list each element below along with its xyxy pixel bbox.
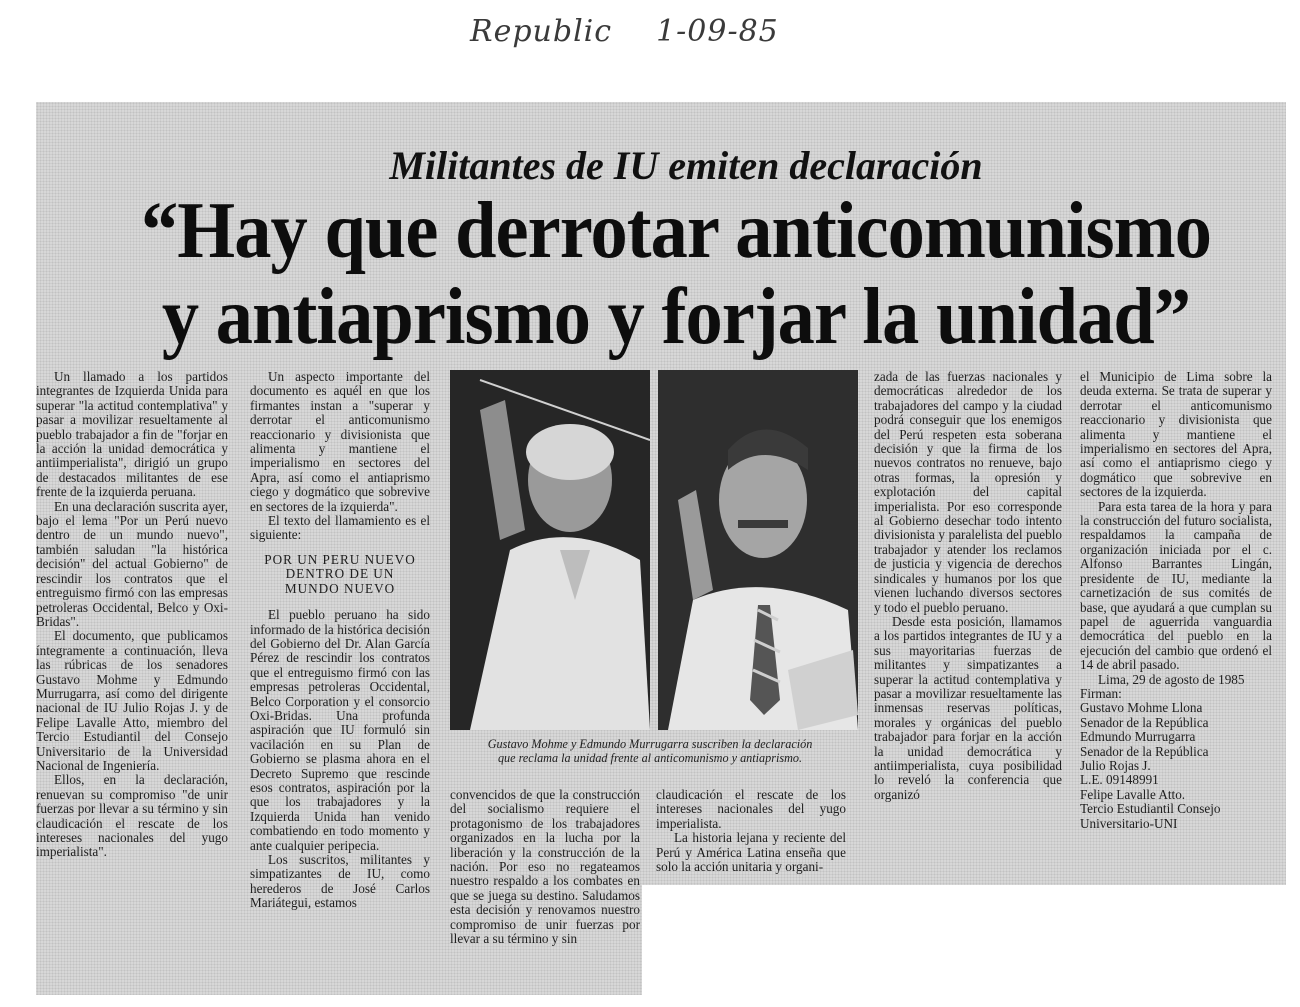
signoff-line: Felipe Lavalle Atto.	[1080, 786, 1186, 802]
subheading-line: DENTRO DE UN	[285, 566, 395, 582]
paragraph: Para esta tarea de la hora y para la construcción del futuro socialista, respaldamos la campaña de organización iniciada por el c. Alfonso Barrantes Lingán, presidente de IU, mediante la carnetización de sus comités de base, que ayudará a que cumplan su papel de aguerrida vanguardia democrática del pueblo en la ejecución del cambio que ordenó el 14 de abril pasado.	[1080, 498, 1272, 673]
article-column-1	[36, 370, 228, 860]
subheading-line: MUNDO NUEVO	[284, 580, 396, 596]
caption-line: que reclama la unidad frente al anticomunismo y antiaprismo.	[497, 751, 803, 765]
article-column-2	[250, 370, 430, 911]
paragraph: Un llamado a los partidos integrantes de Izquierda Unida para superar "la actitud contemplativa" y pasar a movilizar resueltamente al pueblo trabajador a fin de "forjar en la acción la unidad democrática y antiimperialista", dirigió un grupo de destacados militantes de ese frente de la izquierda peruana.	[36, 369, 228, 500]
paragraph: convencidos de que la construcción del socialismo requiere el protagonismo de los trabajadores organizados en la lucha por la liberación y la construcción de la nación. Por eso no regateamos nuestro respaldo a los combates en que se juega su destino. Saludamos esta decisión y renovamos nuestro compromiso de unir fuerzas por llevar a su término y sin	[450, 787, 640, 947]
signoff-line: Senador de la República	[1080, 714, 1209, 730]
article-headline	[127, 188, 1224, 360]
caption-line: Gustavo Mohme y Edmundo Murrugarra suscriben la declaración	[487, 737, 813, 751]
signoff-line: Firman:	[1080, 685, 1122, 701]
signoff-line: Universitario-UNI	[1080, 815, 1178, 831]
paper-background	[642, 885, 1286, 995]
paragraph: el Municipio de Lima sobre la deuda externa. Se trata de superar y derrotar el anticomunismo reaccionario y divisionista que alimenta y mantiene el imperialismo en sectores del Apra, así como el antiaprismo ciego y dogmático que sobrevive en sectores de la izquierda.	[1080, 369, 1272, 500]
section-subheading	[250, 553, 430, 596]
paragraph: El documento, que publicamos íntegramente a continuación, lleva las rúbricas de los senadores Gustavo Mohme y Edmundo Murrugarra, así como del dirigente nacional de IU Julio Rojas J. y de Felipe Lavalle Atto, miembro del Tercio Estudiantil del Consejo Universitario de la Universidad Nacional de Ingeniería.	[36, 628, 228, 773]
signature-block	[1080, 673, 1272, 831]
handwritten-annotation	[470, 14, 779, 49]
handwritten-source: Republic	[470, 14, 613, 49]
paragraph: zada de las fuerzas nacionales y democráticas alrededor de los trabajadores del campo y la ciudad podrá conseguir que los enemigos del Perú respeten esta soberana decisión y que la firma de los nuevos contratos no renueve, bajo otras formas, la opresión y explotación del capital imperialista. Por eso corresponde al Gobierno desechar todo intento divisionista y paralelista del pueblo trabajador y atender los reclamos de justicia y vigencia de derechos sindicales y humanos por los que vienen luchando diversos sectores y todo el pueblo peruano.	[874, 369, 1062, 615]
signoff-line: Senador de la República	[1080, 743, 1209, 759]
portrait-figure-left	[450, 370, 650, 730]
photo-caption	[450, 737, 850, 765]
paragraph: El pueblo peruano ha sido informado de la histórica decisión del Gobierno del Dr. Alan García Pérez de rescindir los contratos que el entreguismo firmó con las empresas petroleras Occidental, Belco Corporation y el consorcio Oxi-Bridas. Una profunda aspiración que IU formuló sin vacilación en su Plan de Gobierno se plasma ahora en el Decreto Supremo que rescinde esos contratos, aspiración por la que los trabajadores y la Izquierda Unida han venido combatiendo en todo momento y ante cualquier peripecia.	[250, 607, 430, 853]
photo-edmundo-murrugarra	[658, 370, 858, 730]
paragraph: Los suscritos, militantes y simpatizantes de IU, como herederos de José Carlos Mariátegui, estamos	[250, 852, 430, 911]
article-column-6	[1080, 370, 1272, 831]
article-kicker: Militantes de IU emiten declaración	[389, 143, 983, 188]
newspaper-clipping	[36, 102, 1286, 995]
signoff-line: Julio Rojas J.	[1080, 757, 1151, 773]
handwritten-date: 1-09-85	[656, 14, 779, 49]
paragraph: En una declaración suscrita ayer, bajo el lema "Por un Perú nuevo dentro de un mundo nuevo", también saludan "la histórica decisión" del actual Gobierno" de rescindir los contratos que el entreguismo firmó con las empresas petroleras Occidental, Belco y Oxi-Bridas".	[36, 498, 228, 629]
paragraph: Ellos, en la declaración, renuevan su compromiso "de unir fuerzas por llevar a su término y sin claudicación el rescate de los intereses nacionales del yugo imperialista".	[36, 772, 228, 860]
signoff-line: Edmundo Murrugarra	[1080, 729, 1196, 745]
paragraph: claudicación el rescate de los intereses nacionales del yugo imperialista.	[656, 787, 846, 831]
paragraph: La historia lejana y reciente del Perú y América Latina enseña que solo la acción unitaria y organi-	[656, 830, 846, 875]
article-column-5	[874, 370, 1062, 802]
article-column-3	[450, 788, 640, 946]
subheading-line: POR UN PERU NUEVO	[264, 551, 416, 567]
signoff-line: L.E. 09148991	[1080, 772, 1159, 788]
paragraph: Desde esta posición, llamamos a los partidos integrantes de IU y a sus mayoritarias fuerzas de militantes y simpatizantes a superar la actitud contemplativa y pasar a movilizar resueltamente las inmensas reservas políticas, morales y orgánicas del pueblo trabajador para forjar en la acción la unidad democrática y antiimperialista, cuya posibilidad lo reveló la conferencia que organizó	[874, 613, 1062, 802]
paragraph: Un aspecto importante del documento es aquél en que los firmantes instan a "superar y derrotar el anticomunismo reaccionario y divisionista que alimenta y mantiene el imperialismo en sectores del Apra, así como el antiaprismo ciego y dogmático que sobrevive en sectores de la izquierda".	[250, 369, 430, 514]
portrait-figure-right	[658, 370, 858, 730]
signoff-line: Gustavo Mohme Llona	[1080, 700, 1203, 716]
signoff-line: Tercio Estudiantil Consejo	[1080, 801, 1221, 817]
signoff-line: Lima, 29 de agosto de 1985	[1098, 671, 1245, 687]
headline-line-1: “Hay que derrotar anticomunismo	[141, 187, 1211, 275]
article-column-4	[656, 788, 846, 874]
headline-line-2: y antiaprismo y forjar la unidad”	[161, 273, 1191, 361]
paragraph: El texto del llamamiento es el siguiente:	[250, 513, 430, 543]
photo-gustavo-mohme	[450, 370, 650, 730]
